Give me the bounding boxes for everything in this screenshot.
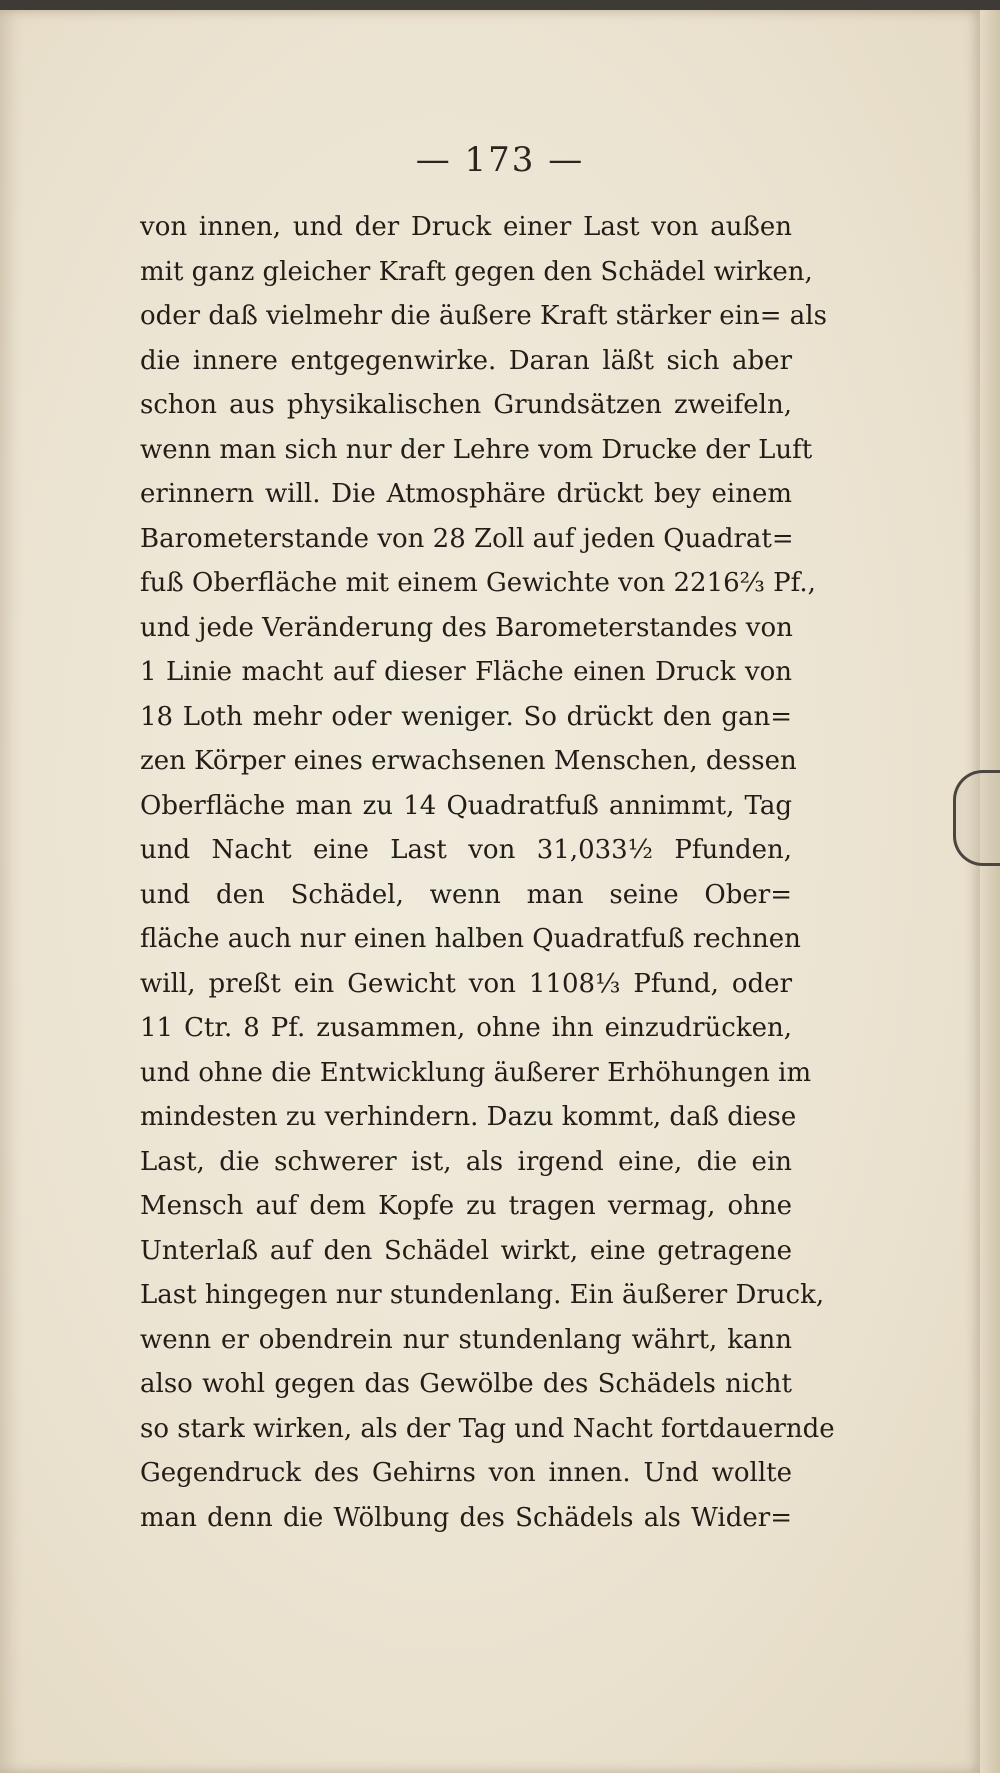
text-line: die innere entgegenwirke. Daran läßt sich aber	[140, 345, 792, 376]
text-line: wenn man sich nur der Lehre vom Drucke der Luft	[140, 434, 813, 465]
text-line: Last hingegen nur stundenlang. Ein äußerer Druck,	[140, 1280, 825, 1310]
text-line: so stark wirken, als der Tag und Nacht fortdauernde	[140, 1413, 835, 1444]
text-line: und den Schädel, wenn man seine Ober=	[140, 879, 792, 910]
text-line: und ohne die Entwicklung äußerer Erhöhungen im	[140, 1057, 812, 1088]
text-line: Oberfläche man zu 14 Quadratfuß annimmt, Tag	[140, 790, 792, 821]
text-line: Unterlaß auf den Schädel wirkt, eine getragene	[140, 1235, 792, 1266]
text-line: Mensch auf dem Kopfe zu tragen vermag, ohne	[140, 1191, 792, 1221]
text-line: und Nacht eine Last von 31,033½ Pfunden,	[140, 835, 792, 865]
text-line: 18 Loth mehr oder weniger. So drückt den gan=	[140, 701, 792, 732]
text-line: fläche auch nur einen halben Quadratfuß rechnen	[140, 924, 801, 954]
text-line: zen Körper eines erwachsenen Menschen, dessen	[140, 746, 797, 776]
text-line: Gegendruck des Gehirns von innen. Und wollte	[140, 1458, 792, 1488]
text-line: wenn er obendrein nur stundenlang währt, kann	[140, 1324, 792, 1355]
book-clasp	[953, 770, 1000, 866]
text-line: Last, die schwerer ist, als irgend eine, die ein	[140, 1146, 792, 1177]
text-line: von innen, und der Druck einer Last von außen	[140, 212, 792, 242]
text-line: erinnern will. Die Atmosphäre drückt bey einem	[140, 479, 792, 509]
text-line: 11 Ctr. 8 Pf. zusammen, ohne ihn einzudrücken,	[140, 1013, 792, 1043]
text-line: will, preßt ein Gewicht von 1108⅓ Pfund, oder	[140, 968, 792, 999]
text-line: fuß Oberfläche mit einem Gewichte von 2216⅔ Pf.,	[140, 568, 816, 598]
page-number: — 173 —	[415, 140, 585, 180]
text-line: mindesten zu verhindern. Dazu kommt, daß diese	[140, 1102, 797, 1132]
text-line: mit ganz gleicher Kraft gegen den Schädel wirken,	[140, 256, 813, 287]
body-text	[140, 205, 835, 1540]
text-line: 1 Linie macht auf dieser Fläche einen Druck von	[140, 657, 792, 687]
text-line: schon aus physikalischen Grundsätzen zweifeln,	[140, 390, 792, 420]
text-line: Barometerstande von 28 Zoll auf jeden Quadrat=	[140, 523, 794, 554]
text-line: und jede Veränderung des Barometerstandes von	[140, 612, 793, 643]
text-line: man denn die Wölbung des Schädels als Wider=	[140, 1502, 792, 1533]
text-line: oder daß vielmehr die äußere Kraft stärker ein= als	[140, 301, 827, 331]
text-line: also wohl gegen das Gewölbe des Schädels nicht	[140, 1369, 792, 1399]
